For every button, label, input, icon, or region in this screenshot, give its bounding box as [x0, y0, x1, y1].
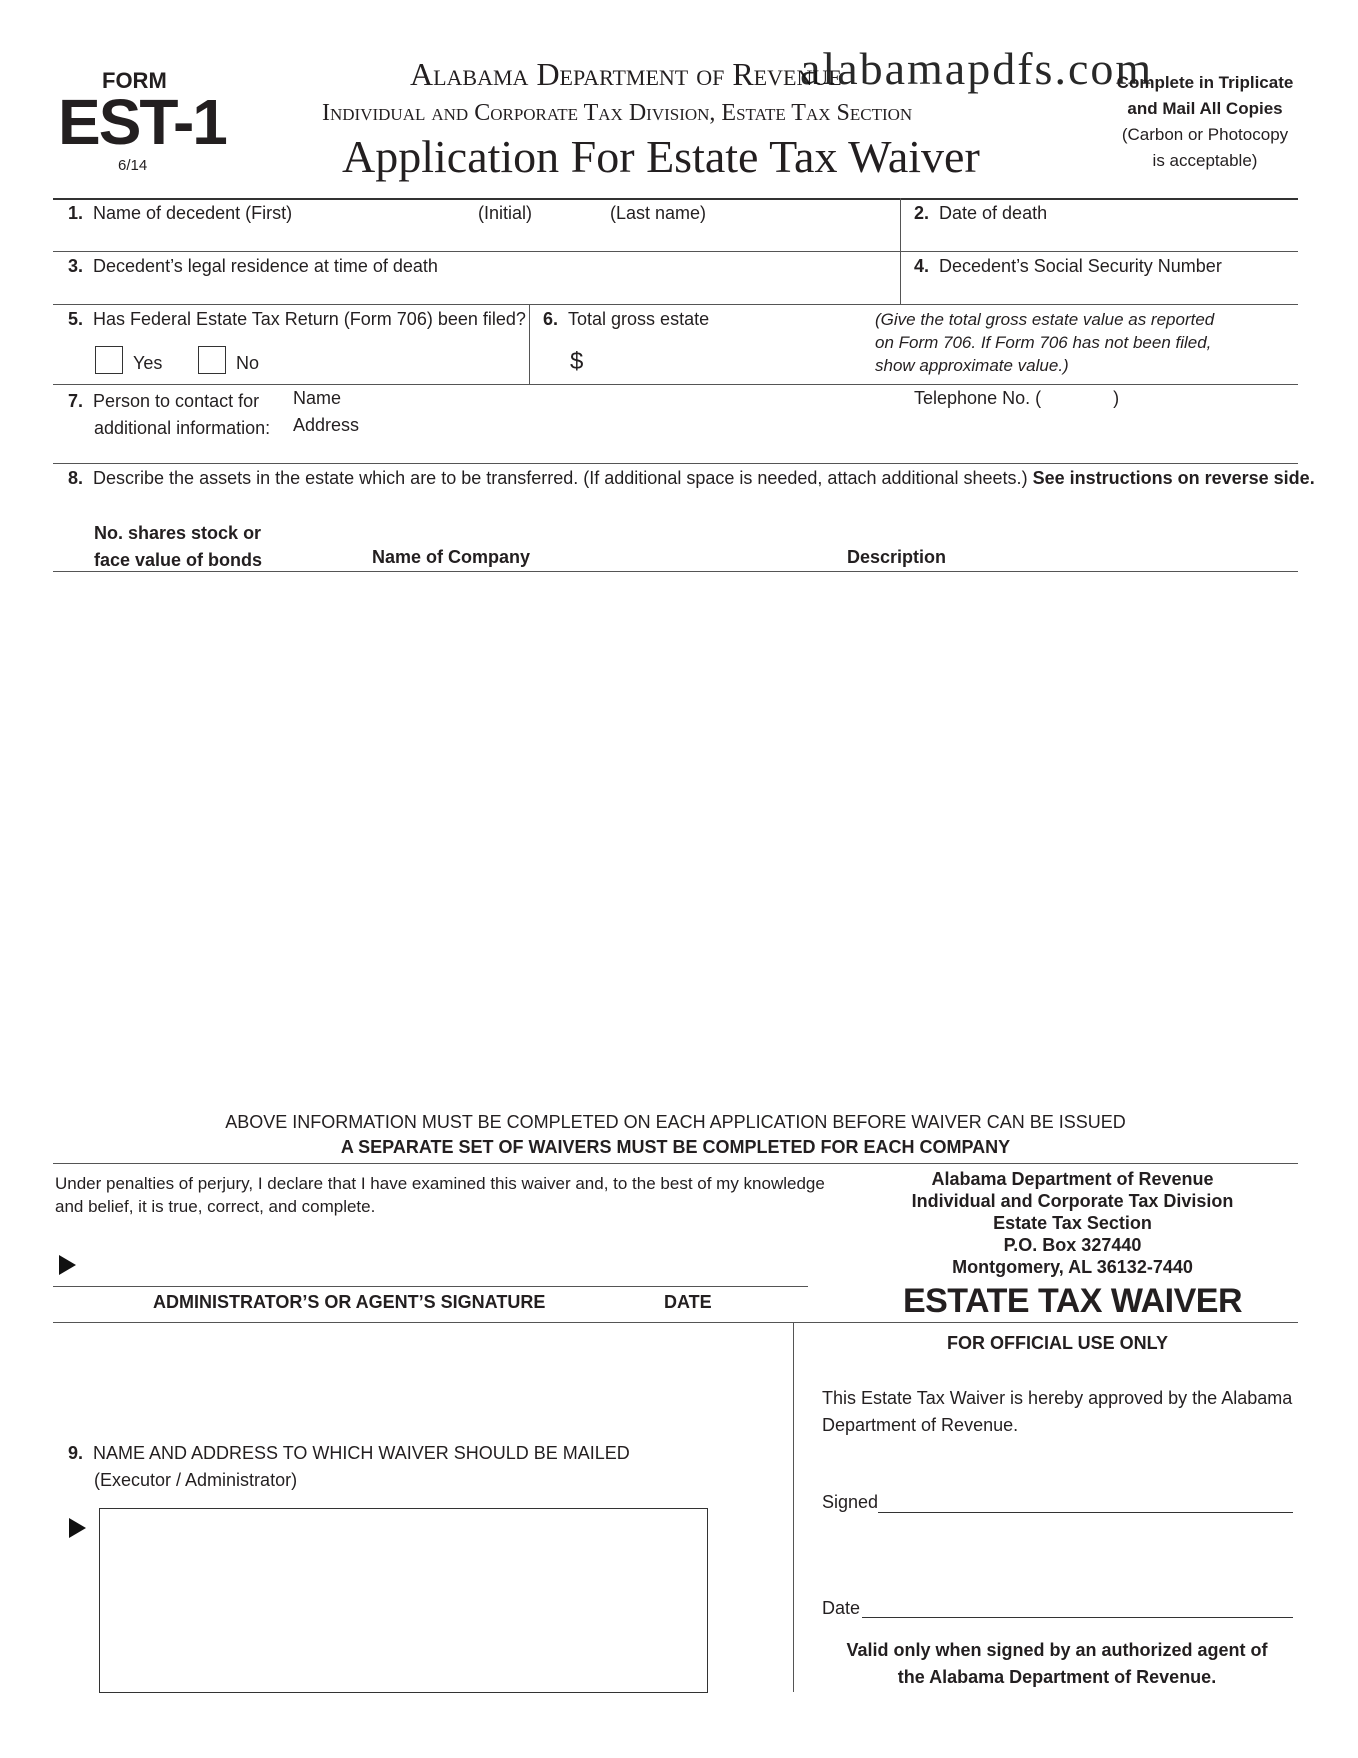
field-number: 8. — [68, 468, 84, 488]
field-number: 6. — [543, 309, 559, 329]
approval-line1: This Estate Tax Waiver is hereby approved by the Alabama — [822, 1388, 1293, 1408]
assets-instruction: Describe the assets in the estate which are to be transferred. (If additional space is needed, attach additional sheets.) — [93, 468, 1028, 488]
official-use-heading: FOR OFFICIAL USE ONLY — [946, 1333, 1169, 1353]
estate-tax-waiver-title: ESTATE TAX WAIVER — [902, 1282, 1243, 1320]
watermark-text: alabamapdfs.com — [800, 43, 1154, 94]
official-date-label: Date — [822, 1598, 861, 1618]
telephone-close: ) — [1113, 388, 1120, 408]
field-number: 3. — [68, 256, 84, 276]
perjury-declaration — [55, 1172, 825, 1218]
validity-notice — [822, 1637, 1292, 1691]
field-number: 5. — [68, 309, 84, 329]
field-number: 7. — [68, 391, 84, 411]
waiver-mailing-sublabel: (Executor / Administrator) — [94, 1470, 298, 1490]
waiver-mailing-label — [68, 1440, 630, 1494]
contact-name-label: Name — [293, 388, 342, 408]
instructions-line: is acceptable) — [1152, 151, 1258, 170]
decedent-first-name-label: Name of decedent (First) — [93, 203, 293, 223]
signature-date-field[interactable] — [650, 1244, 800, 1284]
approval-text — [822, 1385, 1292, 1439]
contact-address-label: Address — [293, 415, 360, 435]
approval-line2: Department of Revenue. — [822, 1415, 1019, 1435]
gross-estate-note: (Give the total gross estate value as reported on Form 706. If Form 706 has not been filed, show approximate value.) — [875, 310, 1215, 375]
address-line: Individual and Corporate Tax Division — [911, 1191, 1234, 1211]
decedent-initial-label: (Initial) — [478, 203, 533, 223]
currency-symbol: $ — [570, 348, 584, 375]
department-name: Alabama Department of Revenue — [410, 56, 842, 92]
form-date: 6/14 — [118, 157, 148, 174]
signature-date-label: DATE — [664, 1292, 712, 1312]
division-name: Individual and Corporate Tax Division, Estate Tax Section — [322, 100, 913, 126]
signature-label: ADMINISTRATOR’S OR AGENT’S SIGNATURE — [153, 1292, 546, 1312]
decedent-last-name-label: (Last name) — [610, 203, 707, 223]
field-number: 1. — [68, 203, 84, 223]
signature-field[interactable] — [90, 1244, 690, 1284]
yes-label: Yes — [133, 353, 163, 373]
yes-checkbox[interactable] — [95, 346, 123, 374]
form-title: Application For Estate Tax Waiver — [342, 131, 980, 182]
field-number: 2. — [914, 203, 930, 223]
validity-line1: Valid only when signed by an authorized agent of — [846, 1640, 1268, 1660]
legal-residence-field[interactable] — [68, 256, 438, 277]
assets-col-description: Description — [847, 547, 947, 567]
form-number: EST-1 — [58, 86, 226, 158]
instructions-line: Complete in Triplicate — [1116, 73, 1294, 92]
declaration-line2: and belief, it is true, correct, and complete. — [55, 1197, 376, 1216]
notice-line1: ABOVE INFORMATION MUST BE COMPLETED ON EACH APPLICATION BEFORE WAIVER CAN BE ISSUED — [225, 1112, 1126, 1132]
form-706-label: Has Federal Estate Tax Return (Form 706) been filed? — [93, 309, 526, 329]
address-line: Estate Tax Section — [993, 1213, 1152, 1233]
waiver-mailing-address-box[interactable] — [99, 1508, 708, 1693]
form-706-question — [68, 309, 526, 330]
official-signed-line[interactable] — [878, 1512, 1293, 1513]
ssn-label: Decedent’s Social Security Number — [939, 256, 1222, 276]
ssn-field[interactable] — [914, 256, 1222, 277]
contact-label-line1: Person to contact for — [93, 391, 260, 411]
date-of-death-field[interactable] — [914, 203, 1047, 224]
form-label: FORM — [102, 68, 167, 93]
assets-entry-area[interactable] — [53, 574, 1298, 1104]
arrow-right-icon — [59, 1255, 76, 1275]
telephone-label: Telephone No. ( — [914, 388, 1042, 408]
address-line: Alabama Department of Revenue — [931, 1169, 1214, 1189]
instructions-line: (Carbon or Photocopy — [1121, 125, 1289, 144]
mailing-address-block — [900, 1168, 1245, 1278]
validity-line2: the Alabama Department of Revenue. — [897, 1667, 1217, 1687]
arrow-right-icon — [69, 1518, 86, 1538]
notice-line2: A SEPARATE SET OF WAIVERS MUST BE COMPLETED FOR EACH COMPANY — [340, 1137, 1011, 1157]
assets-col-shares — [94, 520, 262, 574]
gross-estate-field[interactable] — [543, 309, 709, 330]
declaration-line1: Under penalties of perjury, I declare that I have examined this waiver and, to the best of my knowledge — [55, 1174, 825, 1193]
no-checkbox-option[interactable] — [198, 346, 259, 374]
telephone-field[interactable] — [914, 388, 1119, 409]
date-of-death-label: Date of death — [939, 203, 1048, 223]
gross-estate-label: Total gross estate — [568, 309, 710, 329]
yes-checkbox-option[interactable] — [95, 346, 162, 374]
assets-instruction-bold: See instructions on reverse side. — [1032, 468, 1315, 488]
assets-col-shares-line2: face value of bonds — [94, 550, 263, 570]
official-signed-label: Signed — [822, 1492, 879, 1512]
no-checkbox[interactable] — [198, 346, 226, 374]
official-date-line[interactable] — [862, 1617, 1293, 1618]
contact-person-label — [68, 388, 270, 442]
instructions-line: and Mail All Copies — [1127, 99, 1283, 118]
contact-address-field[interactable] — [293, 415, 359, 436]
assets-col-shares-line1: No. shares stock or — [94, 523, 262, 543]
address-line: Montgomery, AL 36132-7440 — [952, 1257, 1193, 1277]
instructions-box — [1110, 70, 1300, 174]
no-label: No — [236, 353, 260, 373]
decedent-name-field[interactable] — [68, 203, 292, 224]
contact-label-line2: additional information: — [94, 418, 271, 438]
waiver-mailing-heading: NAME AND ADDRESS TO WHICH WAIVER SHOULD BE MAILED — [93, 1443, 630, 1463]
field-number: 9. — [68, 1443, 84, 1463]
field-number: 4. — [914, 256, 930, 276]
assets-description-label — [68, 468, 1315, 489]
legal-residence-label: Decedent’s legal residence at time of death — [93, 256, 438, 276]
contact-name-field[interactable] — [293, 388, 341, 409]
address-line: P.O. Box 327440 — [1003, 1235, 1142, 1255]
assets-col-company: Name of Company — [372, 547, 531, 567]
